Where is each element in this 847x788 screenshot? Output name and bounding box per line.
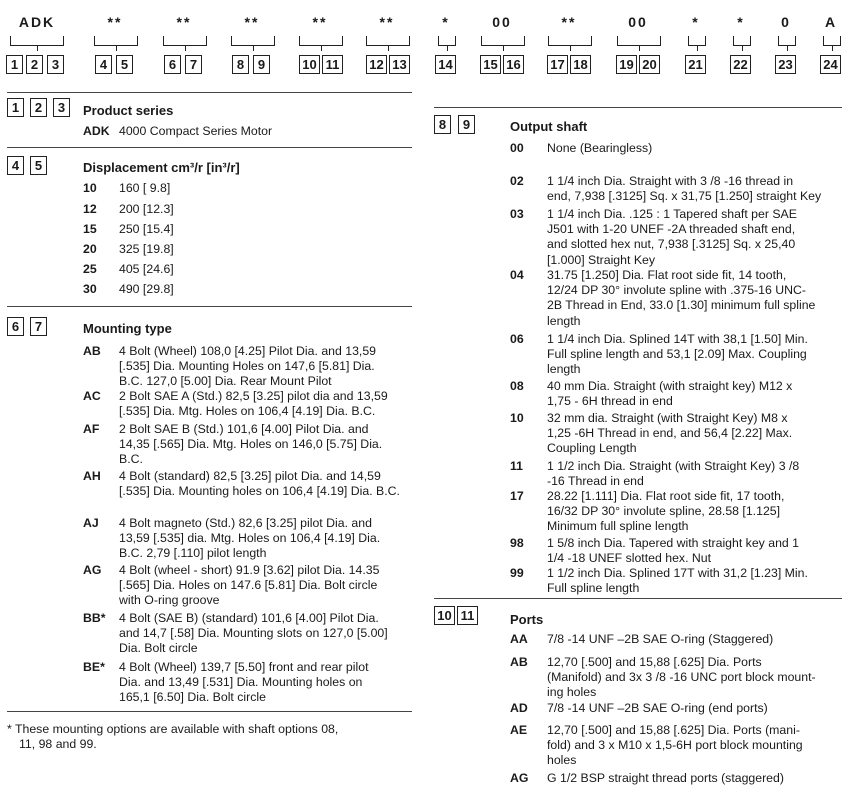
code-segment: ** — [107, 14, 123, 30]
option-code: 98 — [510, 536, 524, 550]
option-desc — [547, 411, 792, 457]
option-desc-line: 2B Thread in End, 33.0 [1.30] minimum full spline — [547, 298, 816, 313]
section-title: Displacement cm³/r [in³/r] — [83, 160, 240, 175]
option-desc: 405 [24.6] — [119, 262, 174, 276]
option-code: 04 — [510, 268, 524, 282]
option-code: ADK — [83, 124, 110, 138]
position-box: 19 — [616, 55, 637, 74]
option-desc-line: 4 Bolt (standard) 82,5 [3.25] pilot Dia. and 14,59 — [119, 469, 381, 483]
position-box: 12 — [366, 55, 387, 74]
option-desc-line: [.535] Dia. Mtg. Holes on 106,4 [4.19] Dia. B.C. — [119, 404, 376, 419]
code-segment: 00 — [628, 14, 648, 30]
option-code: AH — [83, 469, 101, 483]
divider — [434, 598, 842, 599]
section-box: 4 — [7, 156, 24, 175]
option-desc-line: 14,35 [.565] Dia. Mtg. Holes on 146,0 [5.75] Dia. — [119, 437, 383, 452]
option-desc-line: [.565] Dia. Holes on 147.6 [5.81] Dia. Bolt circle — [119, 578, 378, 593]
option-code: 06 — [510, 332, 524, 346]
code-segment: * — [737, 14, 745, 30]
option-desc-line: Dia. and 13,49 [.531] Dia. Mounting holes on — [119, 675, 363, 690]
position-box: 15 — [480, 55, 501, 74]
bracket — [10, 36, 64, 46]
option-desc-line: 1 5/8 inch Dia. Tapered with straight key and 1 — [547, 536, 800, 550]
code-segment: A — [824, 14, 838, 30]
section-box: 6 — [7, 317, 24, 336]
option-code: 00 — [510, 141, 524, 155]
option-desc — [547, 701, 768, 716]
option-desc-line: 2 Bolt SAE A (Std.) 82,5 [3.25] pilot dia and 13,59 — [119, 389, 388, 403]
option-desc-line: G 1/2 BSP straight thread ports (staggered) — [547, 771, 784, 785]
section-title: Product series — [83, 103, 174, 118]
code-segment: ** — [244, 14, 260, 30]
section-box: 1 — [7, 98, 24, 117]
position-box: 14 — [435, 55, 456, 74]
option-desc-line: J501 with 1-20 UNEF -2A threaded shaft end, — [547, 222, 796, 237]
option-desc-line: (Manifold) and 3x 3 /8 -16 UNC port block mount- — [547, 670, 816, 685]
option-desc: 325 [19.8] — [119, 242, 174, 256]
option-desc — [119, 344, 376, 390]
option-code: 20 — [83, 242, 97, 256]
code-segment: ** — [561, 14, 577, 30]
option-code: AG — [83, 563, 102, 577]
code-segment: ** — [379, 14, 395, 30]
option-desc — [119, 660, 369, 706]
option-desc-line: 40 mm Dia. Straight (with straight key) M12 x — [547, 379, 793, 393]
option-code: 10 — [510, 411, 524, 425]
option-desc-line: B.C. 127,0 [5.00] Dia. Rear Mount Pilot — [119, 374, 332, 389]
option-desc — [119, 469, 400, 499]
option-desc-line: 16/32 DP 30° involute spline, 28.58 [1.125] — [547, 504, 781, 519]
option-desc — [547, 536, 799, 566]
code-segment: * — [442, 14, 450, 30]
option-code: AD — [510, 701, 528, 715]
option-desc-line: 4 Bolt (Wheel) 139,7 [5.50] front and rear pilot — [119, 660, 369, 674]
position-box: 23 — [775, 55, 796, 74]
option-desc-line: length — [547, 362, 581, 377]
option-desc-line: Full spline length and 53,1 [2.09] Max. Coupling — [547, 347, 807, 362]
option-desc — [547, 332, 808, 378]
option-desc: 160 [ 9.8] — [119, 181, 171, 195]
section-title: Mounting type — [83, 321, 172, 336]
option-desc-line: 12,70 [.500] and 15,88 [.625] Dia. Ports — [547, 655, 762, 669]
list-item — [83, 124, 403, 140]
option-desc-line: and 14,7 [.58] Dia. Mounting slots on 127,0 [5.00] — [119, 626, 388, 641]
option-code: 99 — [510, 566, 524, 580]
option-code: 12 — [83, 202, 97, 216]
position-box: 3 — [47, 55, 64, 74]
position-box: 2 — [26, 55, 43, 74]
option-desc-line: 28.22 [1.111] Dia. Flat root side fit, 17 tooth, — [547, 489, 785, 503]
position-box: 10 — [299, 55, 320, 74]
option-desc — [547, 207, 797, 268]
option-desc-line: -16 Thread in end — [547, 474, 644, 489]
section-box: 5 — [30, 156, 47, 175]
option-desc-line: Full spline length — [547, 581, 640, 596]
option-desc-line: 12/24 DP 30° involute spline with .375-16 UNC- — [547, 283, 806, 298]
bracket — [366, 36, 410, 46]
option-code: AB — [510, 655, 528, 669]
option-desc-line: None (Bearingless) — [547, 141, 653, 155]
footnote-line: 11, 98 and 99. — [19, 737, 97, 752]
option-code: AA — [510, 632, 528, 646]
option-code: BE* — [83, 660, 105, 674]
option-code: 15 — [83, 222, 97, 236]
option-desc-line: and slotted hex nut, 7,938 [.3125] Sq. x 25,40 — [547, 237, 796, 252]
option-desc: 200 [12.3] — [119, 202, 174, 216]
option-desc-line: 165,1 [6.50] Dia. Bolt circle — [119, 690, 266, 705]
section-title: Output shaft — [510, 119, 588, 134]
option-desc-line: [.535] Dia. Mounting holes on 106,4 [4.19] Dia. B.C. — [119, 484, 400, 499]
option-desc — [119, 389, 388, 419]
code-segment: ADK — [18, 14, 56, 30]
bracket — [617, 36, 661, 46]
option-code: AJ — [83, 516, 99, 530]
bracket — [688, 36, 706, 46]
bracket — [823, 36, 841, 46]
option-desc-line: 7/8 -14 UNF –2B SAE O-ring (Staggered) — [547, 632, 774, 646]
option-code: AC — [83, 389, 101, 403]
option-code: AB — [83, 344, 101, 358]
option-desc-line: Minimum full spline length — [547, 519, 689, 534]
option-desc-line: 1 1/4 inch Dia. Splined 14T with 38,1 [1.50] Min. — [547, 332, 808, 346]
divider — [7, 92, 412, 93]
bracket — [438, 36, 456, 46]
option-desc-line: 2 Bolt SAE B (Std.) 101,6 [4.00] Pilot Dia. and — [119, 422, 369, 436]
divider — [7, 306, 412, 307]
option-desc-line: holes — [547, 753, 577, 768]
option-desc-line: 1,75 - 6H thread in end — [547, 394, 673, 409]
position-box: 22 — [730, 55, 751, 74]
option-desc-line: 32 mm dia. Straight (with Straight Key) M8 x — [547, 411, 788, 425]
option-desc-line: 7/8 -14 UNF –2B SAE O-ring (end ports) — [547, 701, 768, 715]
section-box: 8 — [434, 115, 451, 134]
bracket — [94, 36, 138, 46]
position-box: 1 — [6, 55, 23, 74]
option-desc: 250 [15.4] — [119, 222, 174, 236]
option-desc-line: Dia. Bolt circle — [119, 641, 198, 656]
option-code: BB* — [83, 611, 106, 625]
code-segment: 00 — [492, 14, 512, 30]
section-title: Ports — [510, 612, 544, 627]
divider — [7, 711, 412, 712]
position-box: 11 — [322, 55, 343, 74]
option-desc — [547, 459, 799, 489]
option-desc — [547, 174, 821, 204]
code-segment: * — [692, 14, 700, 30]
option-code: 11 — [510, 459, 523, 473]
position-box: 13 — [389, 55, 410, 74]
option-desc-line: 1 1/4 inch Dia. .125 : 1 Tapered shaft per SAE — [547, 207, 797, 221]
position-box: 4 — [95, 55, 112, 74]
section-box: 3 — [53, 98, 70, 117]
option-desc: 4000 Compact Series Motor — [119, 124, 273, 138]
option-desc-line: fold) and 3 x M10 x 1,5-6H port block mounting — [547, 738, 803, 753]
position-box: 17 — [547, 55, 568, 74]
option-desc — [547, 268, 815, 329]
option-desc-line: 4 Bolt magneto (Std.) 82,6 [3.25] pilot Dia. and — [119, 516, 372, 530]
divider — [434, 107, 842, 108]
option-desc — [547, 489, 784, 535]
position-box: 24 — [820, 55, 841, 74]
option-desc — [547, 566, 808, 596]
option-desc-line: 1 1/4 inch Dia. Straight with 3 /8 -16 thread in — [547, 174, 794, 188]
bracket — [548, 36, 592, 46]
option-desc-line: 31.75 [1.250] Dia. Flat root side fit, 14 tooth, — [547, 268, 787, 282]
bracket — [231, 36, 275, 46]
option-desc — [547, 141, 652, 156]
option-desc-line: Coupling Length — [547, 441, 637, 456]
code-segment: ** — [312, 14, 328, 30]
option-code: 03 — [510, 207, 524, 221]
option-code: 25 — [83, 262, 97, 276]
section-box: 11 — [457, 606, 478, 625]
option-desc-line: ing holes — [547, 685, 597, 700]
option-desc — [547, 655, 816, 701]
option-code: AF — [83, 422, 100, 436]
bracket — [778, 36, 796, 46]
option-desc-line: 4 Bolt (SAE B) (standard) 101,6 [4.00] Pilot Dia. — [119, 611, 379, 625]
option-code: 02 — [510, 174, 524, 188]
option-desc-line: [1.000] Straight Key — [547, 252, 656, 267]
option-desc-line: 12,70 [.500] and 15,88 [.625] Dia. Ports (mani- — [547, 723, 800, 737]
position-box: 5 — [116, 55, 133, 74]
option-desc-line: length — [547, 313, 581, 328]
section-box: 9 — [458, 115, 475, 134]
position-box: 6 — [164, 55, 181, 74]
position-box: 7 — [185, 55, 202, 74]
position-box: 16 — [503, 55, 524, 74]
option-desc-line: B.C. 2,79 [.110] pilot length — [119, 546, 267, 561]
footnote — [7, 722, 338, 752]
option-desc-line: 1 1/2 inch Dia. Splined 17T with 31,2 [1.23] Min. — [547, 566, 808, 580]
option-desc — [119, 516, 380, 562]
option-desc-line: end, 7,938 [.3125] Sq. x 31,75 [1.250] straight Key — [547, 189, 822, 204]
code-segment: ** — [176, 14, 192, 30]
footnote-line: * These mounting options are available with shaft options 08, — [7, 722, 339, 736]
option-desc — [119, 611, 388, 657]
option-desc-line: 13,59 [.535] dia. Mtg. Holes on 106,4 [4.19] Dia. — [119, 531, 381, 546]
position-box: 20 — [639, 55, 660, 74]
option-desc-line: 1,25 -6H Thread in end, and 56,4 [2.22] Max. — [547, 426, 793, 441]
option-code: 17 — [510, 489, 524, 503]
bracket — [733, 36, 751, 46]
option-desc — [547, 723, 803, 769]
option-desc — [547, 632, 773, 647]
option-code: AE — [510, 723, 528, 737]
section-box: 7 — [30, 317, 47, 336]
position-box: 21 — [685, 55, 706, 74]
option-desc-line: 4 Bolt (wheel - short) 91.9 [3.62] pilot Dia. 14.35 — [119, 563, 380, 577]
option-desc: 490 [29.8] — [119, 282, 174, 296]
option-code: 30 — [83, 282, 97, 296]
option-desc-line: 4 Bolt (Wheel) 108,0 [4.25] Pilot Dia. and 13,59 — [119, 344, 377, 358]
option-desc-line: B.C. — [119, 452, 143, 467]
position-box: 9 — [253, 55, 270, 74]
option-desc-line: 1 1/2 inch Dia. Straight (with Straight Key) 3 /8 — [547, 459, 800, 473]
position-box: 8 — [232, 55, 249, 74]
divider — [7, 147, 412, 148]
section-box: 10 — [434, 606, 455, 625]
bracket — [299, 36, 343, 46]
option-desc-line: with O-ring groove — [119, 593, 220, 608]
position-box: 18 — [570, 55, 591, 74]
bracket — [481, 36, 525, 46]
option-code: 08 — [510, 379, 524, 393]
option-desc — [547, 771, 784, 786]
bracket — [163, 36, 207, 46]
option-desc-line: [.535] Dia. Mounting Holes on 147,6 [5.81] Dia. — [119, 359, 375, 374]
option-desc — [547, 379, 792, 409]
option-code: AG — [510, 771, 529, 785]
section-box: 2 — [30, 98, 47, 117]
option-desc — [119, 563, 379, 609]
option-desc-line: 1/4 -18 UNEF slotted hex. Nut — [547, 551, 712, 566]
option-desc — [119, 422, 382, 468]
option-code: 10 — [83, 181, 97, 195]
code-segment: 0 — [781, 14, 791, 30]
